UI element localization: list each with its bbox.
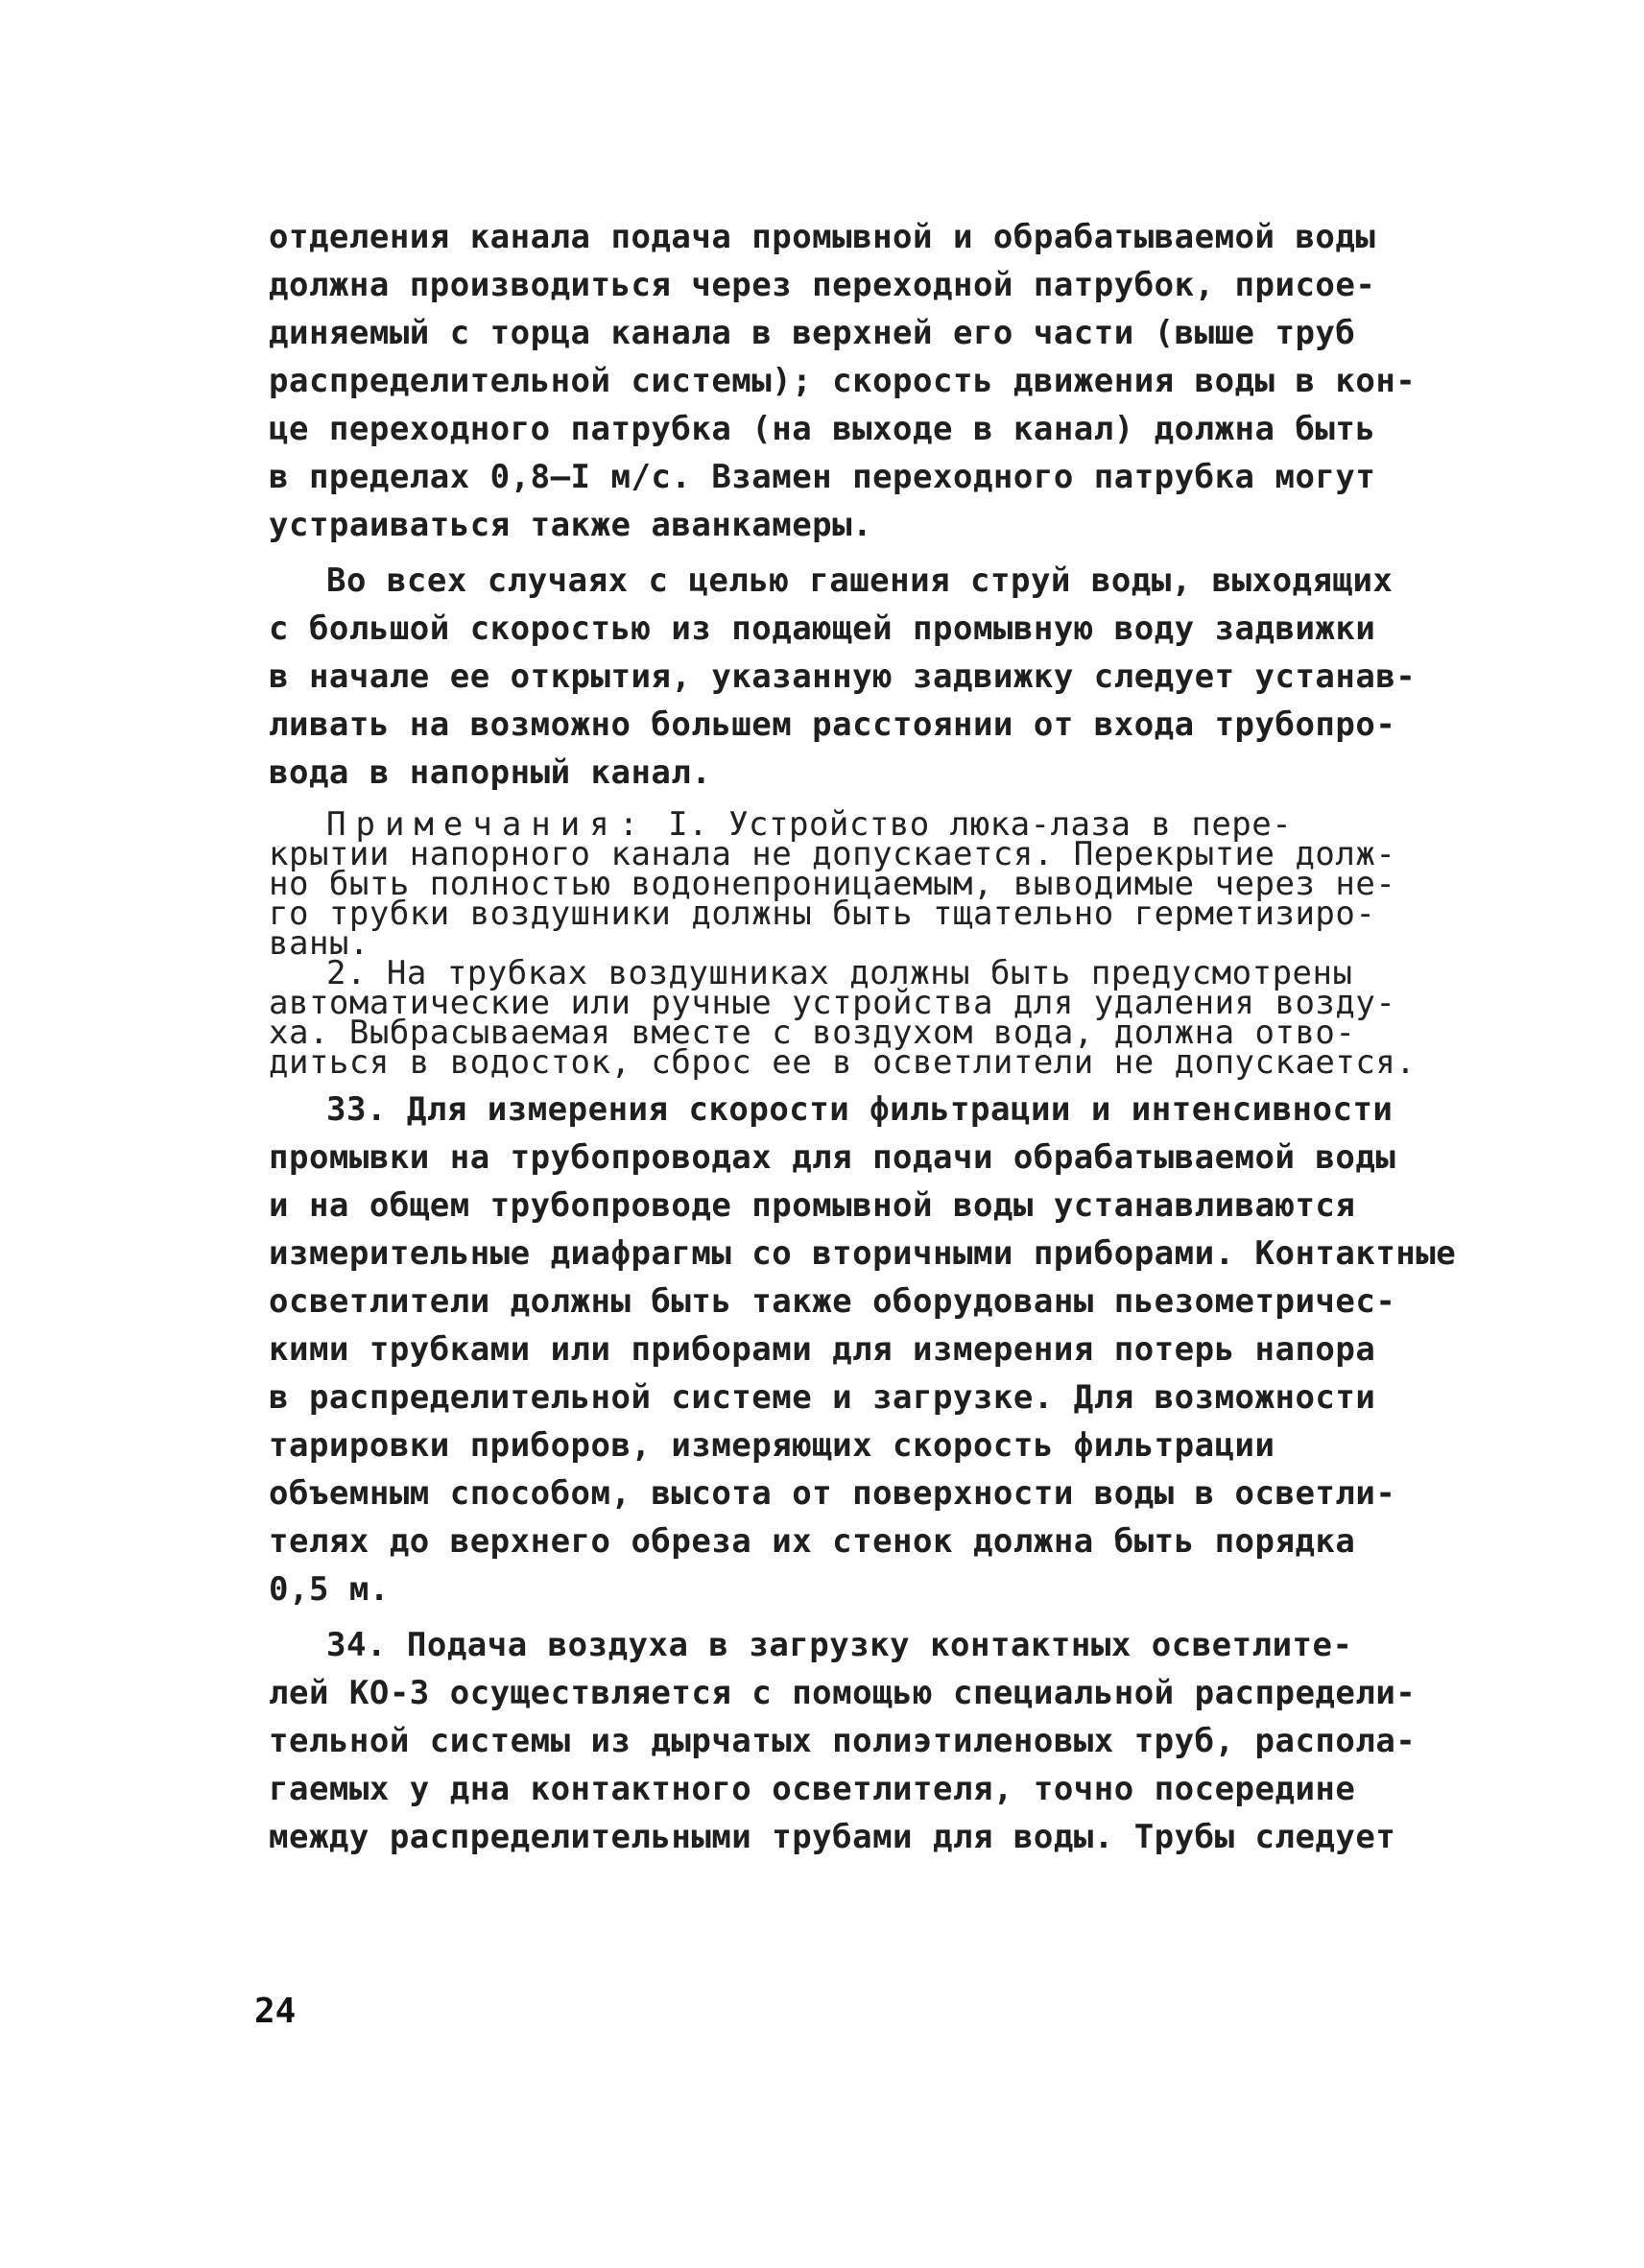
text-line: в начале ее открытия, указанную задвижку следует устанав- [269,657,1417,696]
paragraph-continuation [269,213,1440,549]
text-line: це переходного патрубка (на выходе в канал) должна быть [269,410,1376,448]
text-line: телях до верхнего обреза их стенок должна быть порядка [269,1522,1356,1561]
text-line: вода в напорный канал. [269,753,712,792]
text-line: осветлители должны быть также оборудованы пьезометричес- [269,1282,1396,1321]
text-line: объемным способом, высота от поверхности воды в осветли- [269,1474,1396,1513]
text-line: 34. Подача воздуха в загрузку контактных осветлите- [326,1626,1353,1664]
text-line: должна производиться через переходной патрубок, присое- [269,266,1376,304]
text-line: автоматические или ручные устройства для удаления возду- [269,984,1396,1022]
text-line: распределительной системы); скорость движения воды в кон- [269,362,1417,400]
text-line: 0,5 м. [269,1570,390,1609]
paragraph-34 [269,1621,1440,1861]
text-line: лей КО-3 осуществляется с помощью специальной распредели- [269,1674,1417,1712]
text-line: тарировки приборов, измеряющих скорость фильтрации [269,1426,1275,1465]
text-line: промывки на трубопроводах для подачи обрабатываемой воды [269,1138,1396,1177]
text-line: но быть полностью водонепроницаемым, выводимые через не- [269,865,1396,903]
note-2-first-line: 2. На трубках воздушниках должны быть предусмотрены [326,954,1353,992]
text-line: в распределительной системе и загрузке. Для возможности [269,1378,1376,1417]
text-line: отделения канала подача промывной и обрабатываемой воды [269,218,1376,256]
text-line: го трубки воздушники должны быть тщательно герметизиро- [269,895,1376,933]
text-line: между распределительными трубами для воды. Трубы следует [269,1818,1396,1856]
notes-block [269,805,1440,1082]
text-line: диняемый с торца канала в верхней его части (выше труб [269,314,1356,352]
text-line: крытии напорного канала не допускается. Перекрытие долж- [269,835,1396,873]
text-line: и на общем трубопроводе промывной воды устанавливаются [269,1186,1356,1225]
text-line: с большой скоростью из подающей промывную воду задвижки [269,609,1376,648]
text-line: ливать на возможно большем расстоянии от входа трубопро- [269,705,1396,744]
text-line: кими трубками или приборами для измерения потерь напора [269,1330,1376,1369]
paragraph-jet-damping [269,557,1440,797]
note-1-text: I. Устройство люка-лаза в пере- [668,805,1293,844]
text-line: гаемых у дна контактного осветлителя, точно посередине [269,1770,1356,1808]
text-line: измерительные диафрагмы со вторичными приборами. Контактные [269,1234,1457,1273]
notes-heading: Примечания: [326,805,649,844]
text-line: в пределах 0,8–I м/с. Взамен переходного патрубка могут [269,458,1376,496]
text-line: Во всех случаях с целью гашения струй воды, выходящих [326,561,1394,600]
text-line: устраиваться также аванкамеры. [269,506,873,544]
text-line: ваны. [269,924,369,963]
page-number: 24 [254,1992,297,2031]
page-text [269,213,1457,1861]
paragraph-33 [269,1086,1457,1613]
text-line: ха. Выбрасываемая вместе с воздухом вода, должна отво- [269,1014,1356,1052]
text-line: диться в водосток, сброс ее в осветлители не допускается. [269,1043,1417,1082]
text-line: 33. Для измерения скорости фильтрации и интенсивности [326,1090,1394,1129]
text-line: тельной системы из дырчатых полиэтиленовых труб, распола- [269,1722,1417,1760]
